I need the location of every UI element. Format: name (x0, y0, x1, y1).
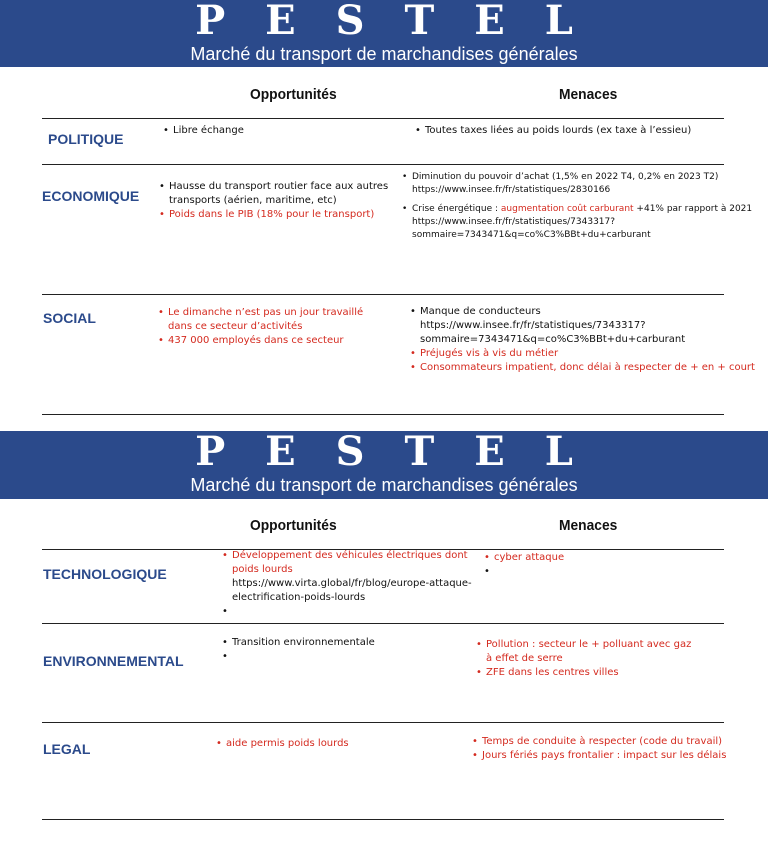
list-item: • Diminution du pouvoir d’achat (1,5% en 2022 T4, 0,2% en 2023 T2) https://www.insee.fr/fr/statistiques/2830166 (402, 171, 760, 197)
divider (42, 294, 724, 295)
social-threats (410, 305, 760, 375)
list-item: • Consommateurs impatient, donc délai à respecter de + en + court (410, 361, 760, 375)
divider (42, 819, 724, 820)
list-item: • Crise énergétique : augmentation coût carburant +41% par rapport à 2021 https://www.insee.fr/fr/statistiques/7343317?sommaire=7343471&q=co%C3%BBt+du+carburant (402, 203, 760, 242)
header-opportunities: Opportunités (250, 517, 337, 534)
list-item: • Libre échange (163, 124, 393, 138)
legal-opportunities (216, 737, 466, 751)
list-item: • ZFE dans les centres villes (476, 666, 696, 680)
divider (42, 722, 724, 723)
list-item (222, 605, 474, 619)
legal-threats (472, 735, 762, 763)
list-item (222, 650, 472, 664)
environnemental-opportunities (222, 636, 472, 664)
environnemental-threats (476, 638, 696, 680)
politique-threats (415, 124, 755, 138)
list-item: • Manque de conducteurs https://www.insee.fr/fr/statistiques/7343317?sommaire=7343471&q=co%C3%BBt+du+carburant (410, 305, 760, 347)
list-item: • Jours fériés pays frontalier : impact sur les délais (472, 749, 762, 763)
list-item: • Pollution : secteur le + polluant avec gaz à effet de serre (476, 638, 696, 666)
category-environnemental: ENVIRONNEMENTAL (43, 653, 184, 669)
banner-subtitle: Marché du transport de marchandises générales (190, 475, 578, 495)
list-item: • Préjugés vis à vis du métier (410, 347, 760, 361)
economique-opportunities (159, 180, 391, 222)
list-item: • Poids dans le PIB (18% pour le transport) (159, 208, 391, 222)
list-item: • Temps de conduite à respecter (code du travail) (472, 735, 762, 749)
divider (42, 414, 724, 415)
banner-title: PESTEL (195, 0, 613, 44)
divider (42, 164, 724, 165)
list-item: • cyber attaque (484, 551, 744, 565)
category-technologique: TECHNOLOGIQUE (43, 566, 167, 582)
economique-threats (402, 171, 760, 242)
list-item (484, 565, 744, 579)
banner-top (0, 0, 768, 67)
social-opportunities (158, 306, 390, 348)
header-threats: Menaces (559, 517, 618, 534)
category-politique: POLITIQUE (48, 131, 124, 147)
list-item: • 437 000 employés dans ce secteur (158, 334, 390, 348)
banner-title: PESTEL (195, 428, 613, 475)
category-legal: LEGAL (43, 741, 91, 757)
politique-opportunities (163, 124, 393, 138)
divider (42, 118, 724, 119)
category-social: SOCIAL (43, 310, 96, 326)
list-item: • Le dimanche n’est pas un jour travaillé dans ce secteur d’activités (158, 306, 390, 334)
technologique-threats (484, 551, 744, 579)
category-economique: ECONOMIQUE (42, 188, 140, 204)
list-item: • aide permis poids lourds (216, 737, 466, 751)
header-opportunities: Opportunités (250, 86, 337, 103)
list-item: • Toutes taxes liées au poids lourds (ex taxe à l’essieu) (415, 124, 755, 138)
list-item: • Hausse du transport routier face aux autres transports (aérien, maritime, etc) (159, 180, 391, 208)
list-item: • Développement des véhicules électriques dont poids lourds https://www.virta.global/fr/blog/europe-attaque-electrification-poids-lourds (222, 549, 474, 605)
list-item: • Transition environnementale (222, 636, 472, 650)
header-threats: Menaces (559, 86, 618, 103)
technologique-opportunities (222, 549, 474, 619)
banner-subtitle: Marché du transport de marchandises générales (190, 44, 578, 64)
banner-bottom (0, 428, 768, 499)
divider (42, 623, 724, 624)
